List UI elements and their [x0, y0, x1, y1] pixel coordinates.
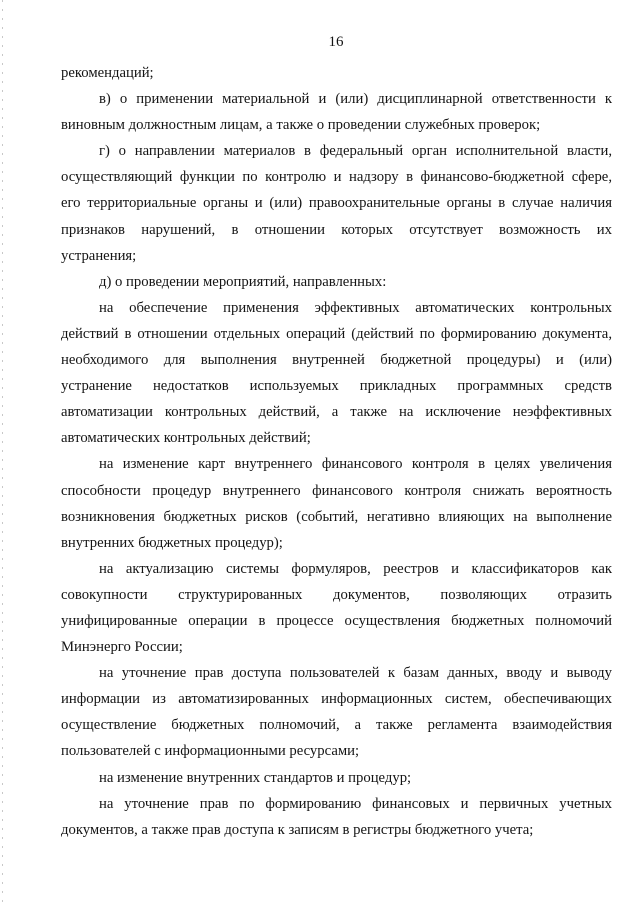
text-line: Минэнерго России;: [61, 639, 183, 656]
text-line: на изменение карт внутреннего финансового контроля в целях увеличения: [99, 456, 612, 473]
text-line: возникновения бюджетных рисков (событий, негативно влияющих на выполнение: [61, 508, 612, 525]
text-line: осуществление бюджетных полномочий, а также регламента взаимодействия: [61, 717, 612, 734]
scan-edge-mark: [2, 0, 3, 905]
document-body: [61, 60, 612, 843]
text-line: действий в отношении отдельных операций (действий по формированию документа,: [61, 325, 612, 342]
text-line: унифицированные операции в процессе осуществления бюджетных полномочий: [61, 612, 612, 629]
text-line: д) о проведении мероприятий, направленных:: [99, 273, 387, 290]
text-line: виновным должностным лицам, а также о проведении служебных проверок;: [61, 117, 541, 134]
text-line: пользователей с информационными ресурсами;: [61, 743, 360, 760]
page-number: 16: [328, 34, 344, 50]
text-line: внутренних бюджетных процедур);: [61, 534, 283, 551]
text-line: на уточнение прав доступа пользователей к базам данных, вводу и выводу: [99, 665, 612, 682]
text-line: рекомендаций;: [61, 65, 154, 81]
text-line: на обеспечение применения эффективных автоматических контрольных: [99, 299, 612, 316]
text-line: информации из автоматизированных информационных систем, обеспечивающих: [61, 691, 612, 708]
text-line: совокупности структурированных документов, позволяющих отразить: [61, 586, 612, 603]
text-line: признаков нарушений, в отношении которых отсутствует возможность их: [61, 221, 612, 238]
text-line: на изменение внутренних стандартов и процедур;: [99, 769, 412, 786]
text-line: на уточнение прав по формированию финансовых и первичных учетных: [99, 795, 612, 812]
text-line: автоматизации контрольных действий, а также на исключение неэффективных: [61, 404, 612, 421]
text-line: автоматических контрольных действий;: [61, 430, 311, 447]
text-line: необходимого для выполнения внутренней бюджетной процедуры) и (или): [61, 352, 612, 369]
text-line: на актуализацию системы формуляров, реестров и классификаторов как: [99, 560, 612, 577]
text-line: осуществляющий функции по контролю и надзору в финансово-бюджетной сфере,: [61, 169, 612, 186]
text-line: способности процедур внутреннего финансового контроля снижать вероятность: [61, 482, 612, 499]
text-line: его территориальные органы и (или) правоохранительные органы в случае наличия: [61, 195, 612, 212]
text-line: устранение недостатков используемых прикладных программных средств: [61, 378, 612, 395]
text-line: устранения;: [61, 247, 137, 264]
text-line: документов, а также прав доступа к записям в регистры бюджетного учета;: [61, 821, 534, 838]
text-line: г) о направлении материалов в федеральный орган исполнительной власти,: [99, 143, 612, 160]
text-line: в) о применении материальной и (или) дисциплинарной ответственности к: [99, 91, 612, 108]
